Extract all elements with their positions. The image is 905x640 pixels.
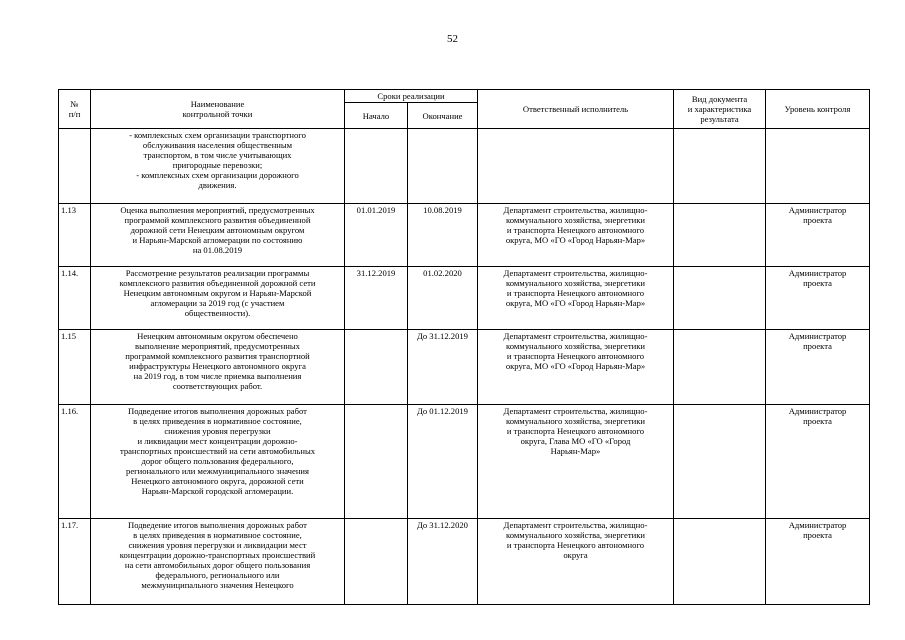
row-num: 1.16. (59, 405, 91, 519)
row-responsible: Департамент строительства, жилищно- коммунального хозяйства, энергетики и транспорта Ненецкого автономного округа, МО «ГО «Город Нарьян-Мар» (478, 267, 674, 330)
row-end: 01.02.2020 (408, 267, 478, 330)
row-document (674, 129, 766, 204)
row-name: Рассмотрение результатов реализации программы комплексного развития объединенной дорожной сети Ненецким автономным округом и Нарьян-Марской агломерации за 2019 год (с участием общественности). (91, 267, 345, 330)
header-document: Вид документа и характеристика результата (674, 90, 766, 129)
row-name: Подведение итогов выполнения дорожных работ в целях приведения в нормативное состояние, снижения уровня перегрузки и ликвидации мест концентрации дорожно- транспортных происшествий на сети автомобильных дорог общего пользования федерального, регионального или межмуниципального значения Ненецкого автономного округа, дорожной сети Нарьян-Марской городской агломерации. (91, 405, 345, 519)
row-end: До 01.12.2019 (408, 405, 478, 519)
row-start: 01.01.2019 (345, 204, 408, 267)
header-control: Уровень контроля (766, 90, 870, 129)
row-name: Подведение итогов выполнения дорожных работ в целях приведения в нормативное состояние, снижения уровня перегрузки и ликвидации мест концентрации дорожно-транспортных происшествий на сети автомобильных дорог общего пользования федерального, регионального или межмуниципального значения Ненецкого (91, 519, 345, 605)
control-points-table (58, 89, 870, 605)
row-end: До 31.12.2019 (408, 330, 478, 405)
row-control: Администратор проекта (766, 267, 870, 330)
row-num: 1.17. (59, 519, 91, 605)
row-start: 31.12.2019 (345, 267, 408, 330)
row-document (674, 405, 766, 519)
table-row (59, 405, 870, 519)
row-end: До 31.12.2020 (408, 519, 478, 605)
table-row (59, 129, 870, 204)
header-end: Окончание (408, 103, 478, 129)
row-document (674, 267, 766, 330)
row-responsible: Департамент строительства, жилищно- коммунального хозяйства, энергетики и транспорта Ненецкого автономного округа (478, 519, 674, 605)
header-num: № п/п (59, 90, 91, 129)
row-name: Оценка выполнения мероприятий, предусмотренных программой комплексного развития объединенной дорожной сети Ненецким автономным округом и Нарьян-Марской агломерации по состоянию на 01.08.2019 (91, 204, 345, 267)
row-num: 1.14. (59, 267, 91, 330)
header-terms: Сроки реализации (345, 90, 478, 103)
row-end (408, 129, 478, 204)
row-responsible: Департамент строительства, жилищно- коммунального хозяйства, энергетики и транспорта Ненецкого автономного округа, МО «ГО «Город Нарьян-Мар» (478, 330, 674, 405)
row-document (674, 519, 766, 605)
row-control: Администратор проекта (766, 519, 870, 605)
table-row (59, 267, 870, 330)
page-number: 52 (447, 33, 458, 45)
row-name: - комплексных схем организации транспортного обслуживания населения общественным транспортом, в том числе учитывающих пригородные перевозки; - комплексных схем организации дорожного движения. (91, 129, 345, 204)
row-responsible (478, 129, 674, 204)
row-start (345, 129, 408, 204)
row-name: Ненецким автономным округом обеспечено выполнение мероприятий, предусмотренных программой комплексного развития транспортной инфраструктуры Ненецкого автономного округа на 2019 год, в том числе приемка выполнения соответствующих работ. (91, 330, 345, 405)
row-start (345, 405, 408, 519)
row-control (766, 129, 870, 204)
header-name: Наименование контрольной точки (91, 90, 345, 129)
table-row (59, 204, 870, 267)
row-control: Администратор проекта (766, 204, 870, 267)
row-num: 1.13 (59, 204, 91, 267)
row-document (674, 204, 766, 267)
header-responsible: Ответственный исполнитель (478, 90, 674, 129)
row-end: 10.08.2019 (408, 204, 478, 267)
table-row (59, 519, 870, 605)
row-num (59, 129, 91, 204)
row-control: Администратор проекта (766, 330, 870, 405)
row-start (345, 330, 408, 405)
row-responsible: Департамент строительства, жилищно- коммунального хозяйства, энергетики и транспорта Ненецкого автономного округа, Глава МО «ГО «Город Нарьян-Мар» (478, 405, 674, 519)
table-row (59, 330, 870, 405)
row-responsible: Департамент строительства, жилищно- коммунального хозяйства, энергетики и транспорта Ненецкого автономного округа, МО «ГО «Город Нарьян-Мар» (478, 204, 674, 267)
row-start (345, 519, 408, 605)
row-num: 1.15 (59, 330, 91, 405)
row-control: Администратор проекта (766, 405, 870, 519)
row-document (674, 330, 766, 405)
header-start: Начало (345, 103, 408, 129)
